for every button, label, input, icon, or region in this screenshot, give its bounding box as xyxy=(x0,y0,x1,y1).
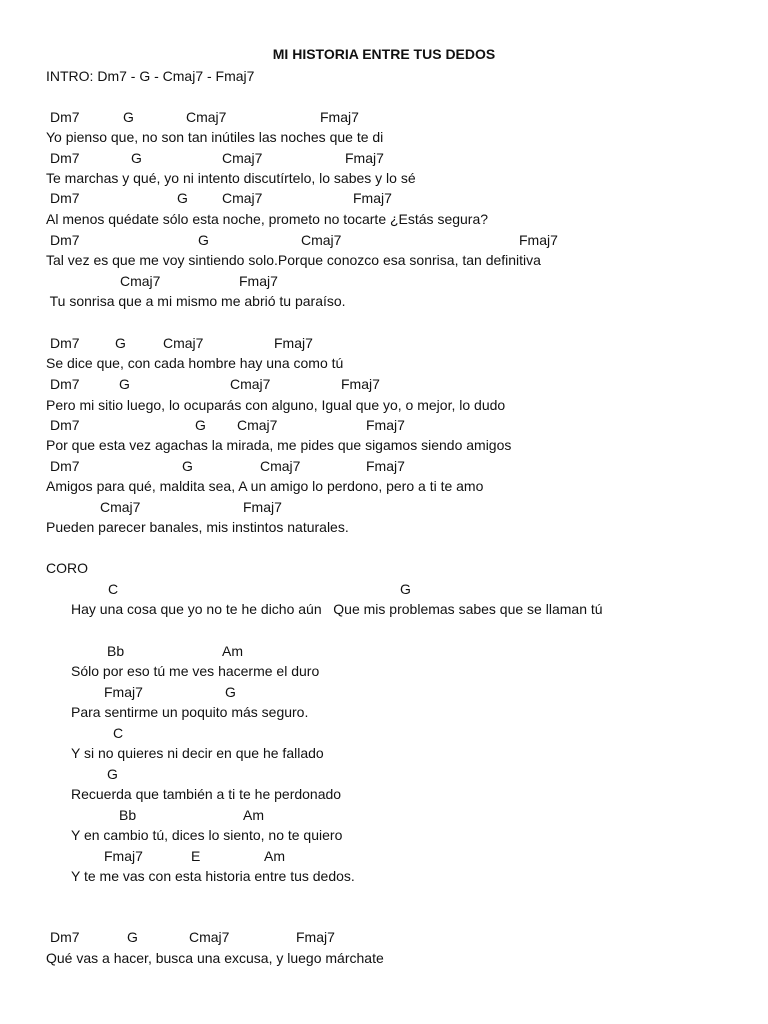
chord: G xyxy=(400,581,411,597)
lyric-line: Al menos quédate sólo esta noche, prometo no tocarte ¿Estás segura? xyxy=(46,211,489,227)
lyric-line: Tal vez es que me voy sintiendo solo.Porque conozco esa sonrisa, tan definitiva xyxy=(46,252,541,268)
chord: Cmaj7 xyxy=(163,335,204,351)
chord: Dm7 xyxy=(50,150,80,166)
lyric-line: Y te me vas con esta historia entre tus dedos. xyxy=(71,868,355,884)
chord: Dm7 xyxy=(50,458,80,474)
chord: Am xyxy=(243,807,264,823)
chord: G xyxy=(127,929,138,945)
chord: Cmaj7 xyxy=(260,458,301,474)
lyric-line: Para sentirme un poquito más seguro. xyxy=(71,704,309,720)
chord: Dm7 xyxy=(50,929,80,945)
chord: Fmaj7 xyxy=(104,848,143,864)
chord: E xyxy=(191,848,201,864)
lyric-line: Por que esta vez agachas la mirada, me pides que sigamos siendo amigos xyxy=(46,437,512,453)
chord: Cmaj7 xyxy=(189,929,230,945)
chord: Bb xyxy=(107,643,125,659)
chord: Am xyxy=(264,848,285,864)
lyric-line: Tu sonrisa que a mi mismo me abrió tu paraíso. xyxy=(46,293,346,309)
lyric-line: Pero mi sitio luego, lo ocuparás con alguno, Igual que yo, o mejor, lo dudo xyxy=(46,397,506,413)
chorus-label: CORO xyxy=(46,560,88,576)
chord: Cmaj7 xyxy=(301,232,342,248)
chord: Fmaj7 xyxy=(320,109,359,125)
chord: Fmaj7 xyxy=(239,273,278,289)
chord: C xyxy=(108,581,119,597)
lyric-line: Se dice que, con cada hombre hay una como tú xyxy=(46,355,344,371)
chord: Bb xyxy=(119,807,137,823)
chord: G xyxy=(182,458,193,474)
chord: G xyxy=(195,417,206,433)
chord: Dm7 xyxy=(50,335,80,351)
chord: Fmaj7 xyxy=(366,417,405,433)
chord: G xyxy=(198,232,209,248)
chord: Fmaj7 xyxy=(341,376,380,392)
chord: C xyxy=(113,725,124,741)
chord: Fmaj7 xyxy=(274,335,313,351)
chord: Dm7 xyxy=(50,417,80,433)
lyric-line: Y en cambio tú, dices lo siento, no te quiero xyxy=(71,827,343,843)
chord: G xyxy=(177,190,188,206)
chord: Cmaj7 xyxy=(222,150,263,166)
lyric-line: Qué vas a hacer, busca una excusa, y luego márchate xyxy=(46,950,384,966)
lyric-line: Hay una cosa que yo no te he dicho aún Que mis problemas sabes que se llaman tú xyxy=(71,601,603,617)
chord: Cmaj7 xyxy=(222,190,263,206)
chord: Fmaj7 xyxy=(243,499,282,515)
lyric-line: Recuerda que también a ti te he perdonado xyxy=(71,786,342,802)
lyric-line: Yo pienso que, no son tan inútiles las noches que te di xyxy=(46,129,384,145)
chord: G xyxy=(131,150,142,166)
chord: Fmaj7 xyxy=(366,458,405,474)
chord: Dm7 xyxy=(50,232,80,248)
chord: G xyxy=(115,335,126,351)
chord: Dm7 xyxy=(50,109,80,125)
lyric-line: Y si no quieres ni decir en que he fallado xyxy=(71,745,324,761)
chord: Fmaj7 xyxy=(345,150,384,166)
chord: Fmaj7 xyxy=(519,232,558,248)
chord: Fmaj7 xyxy=(353,190,392,206)
chord: Am xyxy=(222,643,243,659)
lyric-line: Pueden parecer banales, mis instintos naturales. xyxy=(46,519,349,535)
chord: G xyxy=(225,684,236,700)
lyric-line: Te marchas y qué, yo ni intento discutírtelo, lo sabes y lo sé xyxy=(46,170,416,186)
chord: G xyxy=(123,109,134,125)
song-title: MI HISTORIA ENTRE TUS DEDOS xyxy=(272,46,496,62)
chord: Cmaj7 xyxy=(100,499,141,515)
chord: G xyxy=(107,766,118,782)
chord: Fmaj7 xyxy=(104,684,143,700)
chord: G xyxy=(119,376,130,392)
lyric-line: Amigos para qué, maldita sea, A un amigo lo perdono, pero a ti te amo xyxy=(46,478,484,494)
chord: Dm7 xyxy=(50,376,80,392)
chord: Cmaj7 xyxy=(186,109,227,125)
intro-line: INTRO: Dm7 - G - Cmaj7 - Fmaj7 xyxy=(46,68,255,84)
chord: Cmaj7 xyxy=(237,417,278,433)
chord: Cmaj7 xyxy=(230,376,271,392)
chord: Dm7 xyxy=(50,190,80,206)
lyric-line: Sólo por eso tú me ves hacerme el duro xyxy=(71,663,320,679)
chord: Fmaj7 xyxy=(296,929,335,945)
chord: Cmaj7 xyxy=(120,273,161,289)
